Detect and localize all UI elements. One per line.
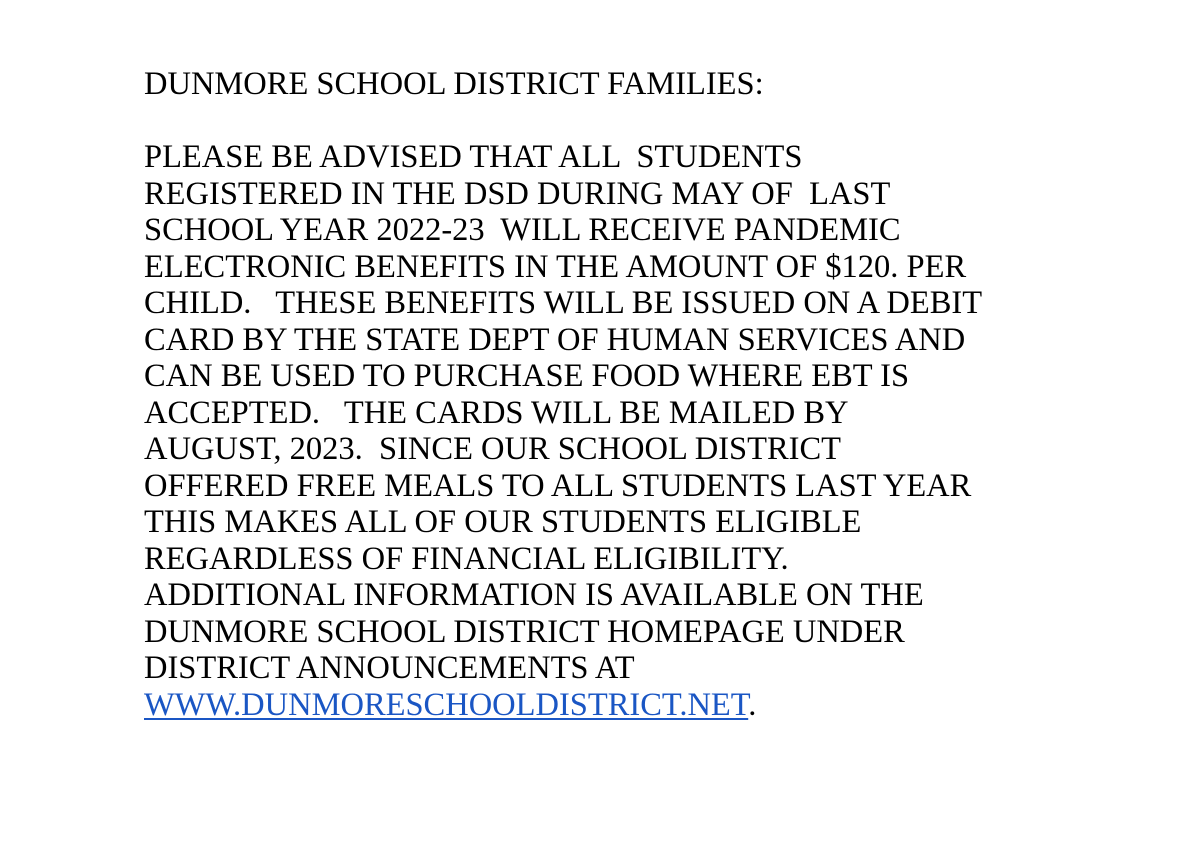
announcement-heading: DUNMORE SCHOOL DISTRICT FAMILIES: xyxy=(144,66,764,102)
link-line xyxy=(144,687,1144,724)
paragraph-spacer xyxy=(144,103,1144,140)
body-line: CHILD. THESE BENEFITS WILL BE ISSUED ON A DEBIT xyxy=(144,285,983,321)
body-line: THIS MAKES ALL OF OUR STUDENTS ELIGIBLE xyxy=(144,504,862,540)
body-line: REGISTERED IN THE DSD DURING MAY OF LAST xyxy=(144,175,891,212)
body-line: REGARDLESS OF FINANCIAL ELIGIBILITY. xyxy=(144,540,789,577)
announcement-body xyxy=(144,139,1144,723)
body-line: CARD BY THE STATE DEPT OF HUMAN SERVICES AND xyxy=(144,321,966,358)
link-suffix: . xyxy=(748,686,757,723)
body-line: DISTRICT ANNOUNCEMENTS AT xyxy=(144,650,635,686)
body-line: SCHOOL YEAR 2022-23 WILL RECEIVE PANDEMIC xyxy=(144,212,901,248)
body-line: ACCEPTED. THE CARDS WILL BE MAILED BY xyxy=(144,394,849,431)
body-line: ELECTRONIC BENEFITS IN THE AMOUNT OF $120. PER xyxy=(144,248,967,285)
body-line: PLEASE BE ADVISED THAT ALL STUDENTS xyxy=(144,139,803,175)
body-line: AUGUST, 2023. SINCE OUR SCHOOL DISTRICT xyxy=(144,431,841,467)
body-line: DUNMORE SCHOOL DISTRICT HOMEPAGE UNDER xyxy=(144,613,905,650)
district-website-link[interactable]: WWW.DUNMORESCHOOLDISTRICT.NET xyxy=(144,686,749,723)
announcement-document xyxy=(144,66,1144,723)
body-line: CAN BE USED TO PURCHASE FOOD WHERE EBT IS xyxy=(144,358,910,394)
body-line: ADDITIONAL INFORMATION IS AVAILABLE ON THE xyxy=(144,577,924,613)
body-line: OFFERED FREE MEALS TO ALL STUDENTS LAST YEAR xyxy=(144,467,972,504)
